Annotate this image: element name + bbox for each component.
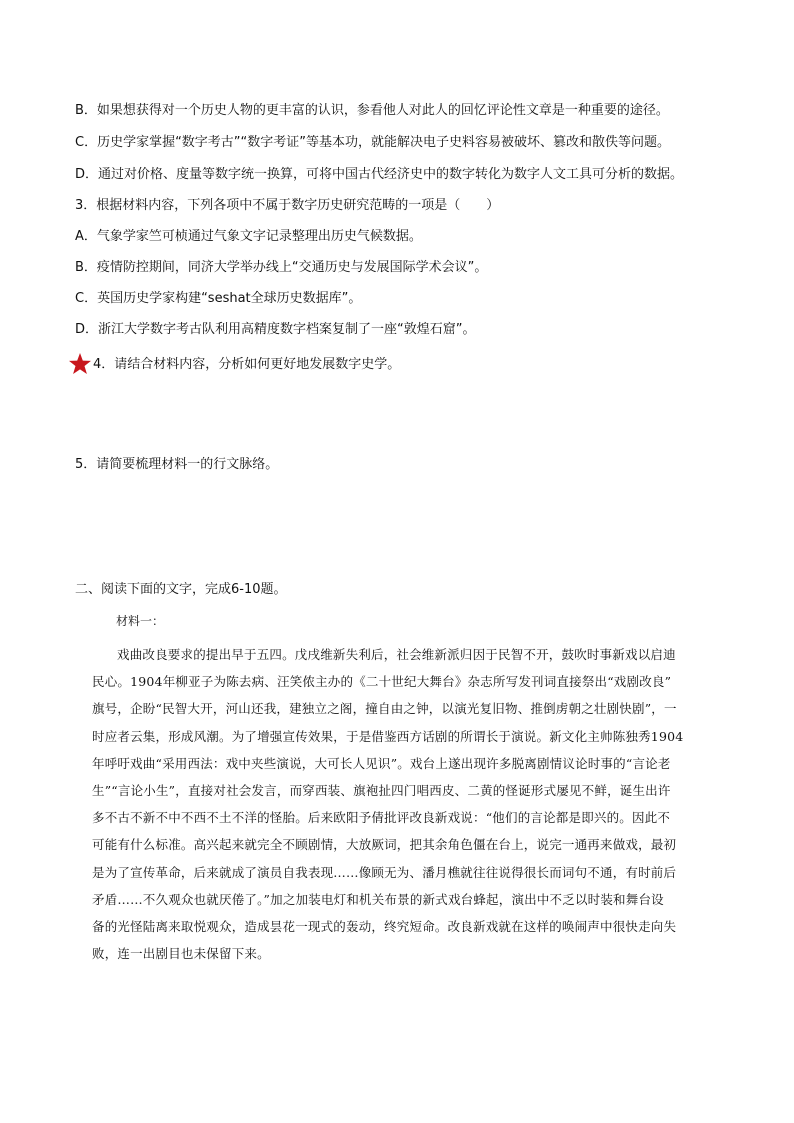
material-one-label: 材料一：	[116, 614, 165, 628]
passage-line: 生”“言论小生”，直接对社会发言，而穿西装、旗袍扯四门唱西皮、二黄的怪诞形式屡见不鲜，诞生出许	[92, 783, 671, 799]
passage-line: 可能有什么标准。高兴起来就完全不顾剧情，大放厥词，把其余角色僵在台上，说完一通再来做戏，最初	[92, 837, 677, 853]
option-b-line: B．如果想获得对一个历史人物的更丰富的认识，参看他人对此人的回忆评论性文章是一种重要的途径。	[75, 103, 669, 118]
question-3-option-a: A．气象学家竺可桢通过气象文字记录整理出历史气候数据。	[75, 229, 422, 244]
option-d-line: D．通过对价格、度量等数字统一换算，可将中国古代经济史中的数字转化为数字人文工具可分析的数据。	[75, 167, 684, 182]
passage-line: 是为了宣传革命，后来就成了演员自我表现……像顾无为、潘月樵就往往说得很长而词句不通，有时前后	[92, 864, 677, 880]
passage-line: 民心。1904年柳亚子为陈去病、汪笑侬主办的《二十世纪大舞台》杂志所写发刊词直接祭出“戏剧改良”	[92, 674, 672, 690]
question-5: 5．请简要梳理材料一的行文脉络。	[75, 457, 279, 472]
question-3-option-c: C．英国历史学家构建“seshat全球历史数据库”。	[75, 291, 362, 306]
question-4: 4．请结合材料内容，分析如何更好地发展数字史学。	[93, 357, 401, 372]
passage-line: 戏曲改良要求的提出早于五四。戊戌维新失利后，社会维新派归因于民智不开，鼓吹时事新戏以启迪	[117, 647, 676, 662]
option-c-line: C．历史学家掌握“数字考古”“数字考证”等基本功，就能解决电子史料容易被破坏、篡改和散佚等问题。	[75, 135, 671, 150]
star-icon	[68, 352, 92, 376]
passage-line: 时应者云集，形成风潮。为了增强宣传效果，于是借鉴西方话剧的所谓长于演说。新文化主帅陈独秀1904	[92, 728, 684, 744]
passage-line: 败，连一出剧目也未保留下来。	[92, 946, 270, 962]
passage-line: 备的光怪陆离来取悦观众，造成昙花一现式的轰动，终究短命。改良新戏就在这样的唤闹声中很快走向失	[92, 919, 677, 935]
passage-line: 矛盾……不久观众也就厌倦了。”加之加装电灯和机关布景的新式戏台蜂起，演出中不乏以时装和舞台设	[92, 891, 664, 907]
passage-line: 旗号，企盼“民智大开，河山还我，建独立之阁，撞自由之钟，以演光复旧物、推倒虏朝之壮剧快剧”，一	[92, 701, 677, 717]
question-3-option-d: D．浙江大学数字考古队利用高精度数字档案复制了一座“敦煌石窟”。	[75, 322, 476, 337]
passage-line: 年呼吁戏曲“采用西法：戏中夹些演说，大可长人见识”。戏台上遂出现许多脱离剧情议论时事的“言论老	[92, 755, 671, 771]
section-two-title: 二、阅读下面的文字，完成6-10题。	[75, 582, 287, 597]
question-3-option-b: B．疫情防控期间，同济大学举办线上“交通历史与发展国际学术会议”。	[75, 260, 488, 275]
question-3-stem: 3．根据材料内容，下列各项中不属于数字历史研究范畴的一项是（ ）	[75, 198, 500, 213]
passage-line: 多不古不新不中不西不土不洋的怪胎。后来欧阳予倩批评改良新戏说：“他们的言论都是即兴的。因此不	[92, 810, 671, 826]
material-one-passage	[92, 641, 722, 967]
